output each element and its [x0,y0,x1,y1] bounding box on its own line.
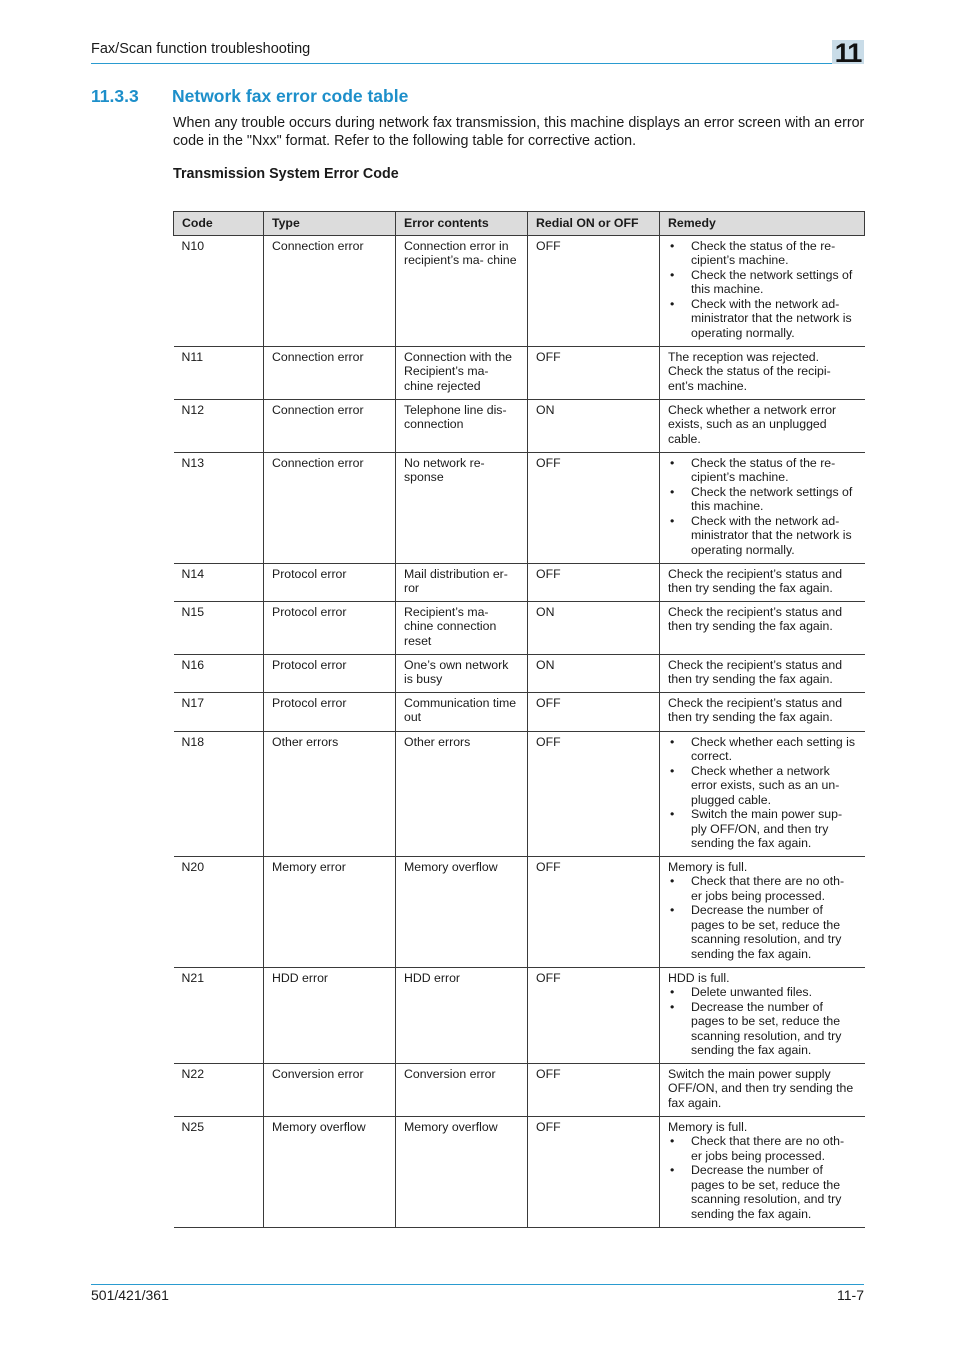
error-type-cell: Protocol error [264,601,396,654]
remedy-text: Check whether a network error exists, such as an unplugged cable. [668,402,837,446]
table-row [174,654,865,692]
table-row [174,399,865,452]
error-type-cell: Connection error [264,399,396,452]
error-type-cell: Other errors [264,731,396,856]
error-code-cell: N17 [174,692,264,731]
error-code-cell: N20 [174,856,264,967]
redial-cell: OFF [528,692,660,731]
redial-cell: OFF [528,235,660,346]
remedy-cell [660,346,865,399]
chapter-number-badge: 11 [832,40,864,64]
error-code-cell: N25 [174,1116,264,1227]
remedy-cell [660,601,865,654]
error-type-cell: HDD error [264,967,396,1063]
table-row [174,692,865,731]
table-row [174,967,865,1063]
error-contents-cell: Other errors [396,731,528,856]
table-row [174,731,865,856]
error-contents-cell: One’s own network is busy [396,654,528,692]
error-code-cell: N21 [174,967,264,1063]
table-header-row [174,212,865,236]
remedy-text: The reception was rejected. Check the status of the recipi- ent’s machine. [668,349,831,393]
remedy-text: Check the recipient’s status and then try sending the fax again. [668,657,843,686]
table-row [174,563,865,601]
redial-cell: ON [528,654,660,692]
remedy-cell [660,692,865,731]
error-type-cell: Memory error [264,856,396,967]
error-contents-cell: Communication time out [396,692,528,731]
redial-cell: OFF [528,731,660,856]
error-type-cell: Connection error [264,452,396,563]
error-code-cell: N13 [174,452,264,563]
remedy-bullet-item: • Check whether each setting is correct. [668,735,857,764]
remedy-cell [660,967,865,1063]
table-row [174,601,865,654]
table-row [174,856,865,967]
table-row [174,346,865,399]
error-contents-cell: Conversion error [396,1063,528,1116]
column-header-code: Code [174,212,264,236]
remedy-bullet-item: • Check that there are no oth- er jobs being processed. [668,874,857,903]
error-code-cell: N15 [174,601,264,654]
remedy-bullet-item: • Check the network settings of this machine. [668,268,857,297]
table-row [174,1063,865,1116]
remedy-bullet-item: • Switch the main power sup- ply OFF/ON, and then try sending the fax again. [668,807,857,851]
error-type-cell: Memory overflow [264,1116,396,1227]
error-code-cell: N10 [174,235,264,346]
redial-cell: ON [528,399,660,452]
error-contents-cell: Memory overflow [396,856,528,967]
error-code-cell: N14 [174,563,264,601]
remedy-text: Check the recipient’s status and then try sending the fax again. [668,566,843,595]
error-code-cell: N22 [174,1063,264,1116]
remedy-cell [660,1063,865,1116]
table-body [174,235,865,1227]
remedy-cell [660,399,865,452]
remedy-bullet-list [668,735,857,851]
remedy-cell [660,731,865,856]
column-header-error-contents: Error contents [396,212,528,236]
remedy-bullet-item: • Check that there are no oth- er jobs being processed. [668,1134,857,1163]
remedy-text: Check the recipient’s status and then try sending the fax again. [668,604,843,633]
error-contents-cell: No network re- sponse [396,452,528,563]
remedy-cell [660,1116,865,1227]
error-type-cell: Connection error [264,346,396,399]
redial-cell: OFF [528,1063,660,1116]
remedy-bullet-item: • Check the status of the re- cipient’s machine. [668,239,857,268]
remedy-cell [660,856,865,967]
remedy-bullet-item: • Check the network settings of this machine. [668,485,857,514]
remedy-cell [660,654,865,692]
footer-rule [91,1284,864,1285]
remedy-bullet-item: • Check whether a network error exists, such as an un- plugged cable. [668,764,857,808]
remedy-cell [660,452,865,563]
remedy-bullet-list [668,456,857,558]
error-type-cell: Protocol error [264,563,396,601]
remedy-bullet-item: • Check with the network ad- ministrator that the network is operating normally. [668,514,857,558]
error-type-cell: Conversion error [264,1063,396,1116]
error-contents-cell: Mail distribution er- ror [396,563,528,601]
error-contents-cell: Recipient’s ma- chine connection reset [396,601,528,654]
intro-paragraph: When any trouble occurs during network fax transmission, this machine displays an error screen with an error code in the "Nxx" format. Refer to the following table for corrective action. [173,115,865,149]
error-contents-cell: Connection error in recipient’s ma- chine [396,235,528,346]
error-contents-cell: Telephone line dis- connection [396,399,528,452]
table-row [174,235,865,346]
remedy-cell [660,563,865,601]
error-contents-cell: Memory overflow [396,1116,528,1227]
remedy-text: Switch the main power supply OFF/ON, and then try sending the fax again. [668,1066,854,1110]
error-contents-cell: Connection with the Recipient’s ma- chine rejected [396,346,528,399]
redial-cell: OFF [528,346,660,399]
error-code-cell: N18 [174,731,264,856]
remedy-text: Memory is full. [668,859,748,874]
footer-page-number: 11-7 [837,1287,864,1303]
error-contents-cell: HDD error [396,967,528,1063]
table-row [174,1116,865,1227]
remedy-bullet-list [668,239,857,341]
header-rule [91,63,832,64]
section-title: Network fax error code table [172,86,409,106]
remedy-bullet-item: • Check the status of the re- cipient’s machine. [668,456,857,485]
section-number: 11.3.3 [91,86,139,106]
section-heading [91,86,408,107]
table-title: Transmission System Error Code [173,166,399,182]
table-row [174,452,865,563]
redial-cell: OFF [528,452,660,563]
error-code-cell: N16 [174,654,264,692]
error-type-cell: Protocol error [264,654,396,692]
remedy-bullet-item: • Decrease the number of pages to be set, reduce the scanning resolution, and try sending the fax again. [668,1000,857,1058]
redial-cell: OFF [528,856,660,967]
page-header-title: Fax/Scan function troubleshooting [91,41,311,57]
footer-model: 501/421/361 [91,1287,169,1303]
column-header-redial: Redial ON or OFF [528,212,660,236]
remedy-bullet-item: • Decrease the number of pages to be set, reduce the scanning resolution, and try sending the fax again. [668,903,857,961]
remedy-text: Check the recipient’s status and then try sending the fax again. [668,695,843,724]
column-header-remedy: Remedy [660,212,865,236]
remedy-text: Memory is full. [668,1119,748,1134]
error-type-cell: Protocol error [264,692,396,731]
redial-cell: ON [528,601,660,654]
remedy-bullet-list [668,985,857,1058]
remedy-text: HDD is full. [668,970,730,985]
remedy-bullet-item: • Check with the network ad- ministrator that the network is operating normally. [668,297,857,341]
remedy-bullet-item: • Decrease the number of pages to be set, reduce the scanning resolution, and try sending the fax again. [668,1163,857,1221]
column-header-type: Type [264,212,396,236]
error-code-cell: N11 [174,346,264,399]
redial-cell: OFF [528,1116,660,1227]
error-code-cell: N12 [174,399,264,452]
remedy-bullet-list [668,1134,857,1221]
remedy-bullet-list [668,874,857,961]
redial-cell: OFF [528,967,660,1063]
error-code-table [173,211,865,1228]
remedy-bullet-item: • Delete unwanted files. [668,985,857,1000]
remedy-cell [660,235,865,346]
redial-cell: OFF [528,563,660,601]
error-type-cell: Connection error [264,235,396,346]
